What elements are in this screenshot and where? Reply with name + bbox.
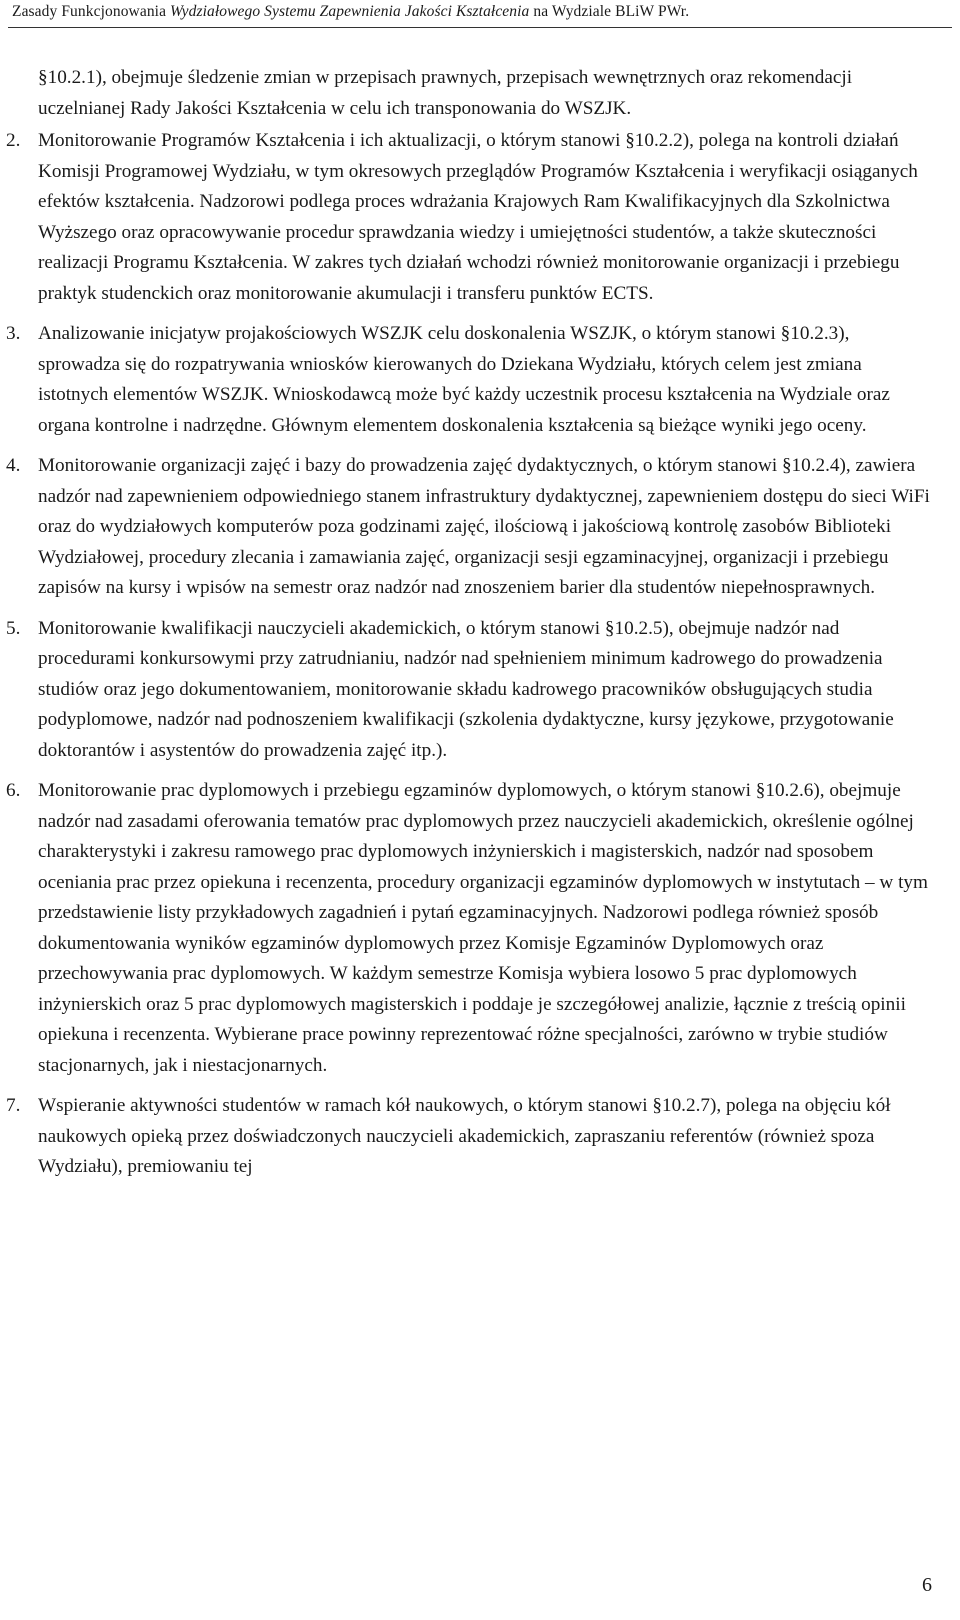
header-text-italic: Wydziałowego Systemu Zapewnienia Jakości Kształcenia	[170, 3, 530, 20]
list-item-text: Monitorowanie Programów Kształcenia i ich aktualizacji, o którym stanowi §10.2.2), polega na kontroli działań Komisji Programowej Wydziału, w tym okresowych przeglądów Programów Kształcenia i weryfikacji osiąganych efektów kształcenia. Nadzorowi podlega proces wdrażania Krajowych Ram Kwalifikacyjnych dla Szkolnictwa Wyższego oraz opracowywanie procedur sprawdzania wiedzy i umiejętności studentów, a także skuteczności realizacji Programu Kształcenia. W zakres tych działań wchodzi również monitorowanie organizacji i przebiegu praktyk studenckich oraz monitorowanie akumulacji i transferu punktów ECTS.	[38, 130, 918, 304]
list-item-number: 7.	[6, 1095, 21, 1116]
list-item	[6, 126, 930, 309]
header-rule	[8, 27, 952, 28]
list-item-text: Wspieranie aktywności studentów w ramach kół naukowych, o którym stanowi §10.2.7), polega na objęciu kół naukowych opieką przez doświadczonych nauczycieli akademickich, zapraszaniu referentów (również spoza Wydziału), premiowaniu tej	[38, 1095, 891, 1177]
list-item-text: Analizowanie inicjatyw projakościowych WSZJK celu doskonalenia WSZJK, o którym stanowi §10.2.3), sprowadza się do rozpatrywania wniosków kierowanych do Dziekana Wydziału, których celem jest zmiana istotnych elementów WSZJK. Wnioskodawcą może być każdy uczestnik procesu kształcenia na Wydziale oraz organa kontrolne i nadrzędne. Głównym elementem doskonalenia kształcenia są bieżące wyniki jego oceny.	[38, 323, 890, 436]
list-item-number: 5.	[6, 617, 21, 639]
list-item-text: Monitorowanie kwalifikacji nauczycieli akademickich, o którym stanowi §10.2.5), obejmuje nadzór nad procedurami konkursowymi przy zatrudnianiu, nadzór nad spełnieniem minimum kadrowego do prowadzenia studiów oraz jego dokumentowaniem, monitorowanie składu kadrowego pracowników obsługujących studia podyplomowe, nadzór nad podnoszeniem kwalifikacji (szkolenia dydaktyczne, kursy językowe, przygotowanie doktorantów i asystentów do prowadzenia zajęć itp.).	[38, 617, 894, 761]
list-item	[6, 451, 930, 604]
list-item-text: Monitorowanie organizacji zajęć i bazy do prowadzenia zajęć dydaktycznych, o którym stanowi §10.2.4), zawiera nadzór nad zapewnieniem odpowiedniego stanem infrastruktury dydaktycznej, zapewnieniem dostępu do sieci WiFi oraz do wydziałowych komputerów poza godzinami zajęć, ilościową i jakościową kontrolę zasobów Biblioteki Wydziałowej, procedury zlecania i zamawiania zajęć, organizacji sesji egzaminacyjnej, organizacji i przebiegu zapisów na kursy i wpisów na semestr oraz nadzór nad znoszeniem barier dla studentów niepełnosprawnych.	[38, 455, 930, 598]
list-item-number: 3.	[6, 323, 21, 344]
list-item-text: Monitorowanie prac dyplomowych i przebiegu egzaminów dyplomowych, o którym stanowi §10.2.6), obejmuje nadzór nad zasadami oferowania tematów prac dyplomowych przez nauczycieli akademickich, określenie ogólnej charakterystyki i zakresu ramowego prac dyplomowych inżynierskich i magisterskich, nadzór nad sposobem oceniania prac przez opiekuna i recenzenta, procedury organizacji egzaminów dyplomowych w instytutach – w tym przedstawienie listy przykładowych zagadnień i pytań egzaminacyjnych. Nadzorowi podlega również sposób dokumentowania wyników egzaminów dyplomowych przez Komisje Egzaminów Dyplomowych oraz przechowywania prac dyplomowych. W każdym semestrze Komisja wybiera losowo 5 prac dyplomowych inżynierskich oraz 5 prac dyplomowych magisterskich i poddaje je szczegółowej analizie, łącznie z treścią opinii opiekuna i recenzenta. Wybierane prace powinny reprezentować różne specjalności, zarówno w trybie studiów stacjonarnych, jak i niestacjonarnych.	[38, 780, 928, 1076]
page-number: 6	[922, 1574, 932, 1596]
lead-paragraph: §10.2.1), obejmuje śledzenie zmian w przepisach prawnych, przepisach wewnętrznych oraz rekomendacji uczelnianej Rady Jakości Kształcenia w celu ich transponowania do WSZJK.	[38, 67, 853, 119]
header-text-regular: Zasady Funkcjonowania	[12, 3, 171, 20]
numbered-list	[6, 126, 930, 1183]
list-item	[6, 776, 930, 1081]
list-item-number: 6.	[6, 780, 21, 801]
list-item	[6, 319, 930, 441]
page-header	[12, 3, 689, 21]
list-item	[6, 614, 930, 767]
header-text-suffix: na Wydziale BLiW PWr.	[529, 3, 690, 20]
list-item-number: 4.	[6, 455, 21, 476]
document-body	[6, 63, 930, 1193]
list-item-number: 2.	[6, 130, 21, 151]
list-item	[6, 1091, 930, 1183]
